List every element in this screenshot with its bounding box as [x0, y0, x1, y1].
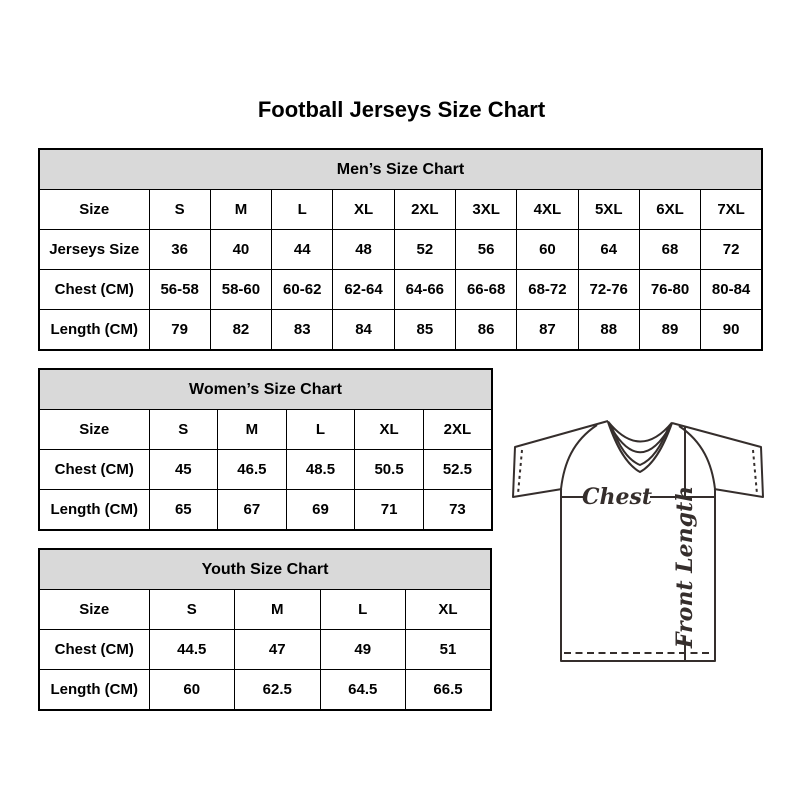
- jersey-measurement-diagram: [505, 408, 770, 673]
- size-value-cell: 83: [272, 310, 333, 351]
- size-value-cell: 64: [578, 230, 639, 270]
- mens-table-header-row: [39, 149, 762, 190]
- size-value-cell: 44: [272, 230, 333, 270]
- size-value-cell: M: [210, 190, 271, 230]
- left-armhole-seam: [561, 425, 597, 489]
- size-value-cell: 88: [578, 310, 639, 351]
- size-value-cell: 56-58: [149, 270, 210, 310]
- size-value-cell: 66.5: [406, 670, 492, 711]
- size-value-cell: 85: [394, 310, 455, 351]
- size-value-cell: L: [272, 190, 333, 230]
- size-value-cell: 5XL: [578, 190, 639, 230]
- table-row: [39, 310, 762, 351]
- table-row: [39, 670, 491, 711]
- size-value-cell: XL: [355, 410, 424, 450]
- youth-table-header-row: [39, 549, 491, 590]
- size-value-cell: 44.5: [149, 630, 235, 670]
- row-label-cell: Length (CM): [39, 310, 149, 351]
- size-value-cell: 82: [210, 310, 271, 351]
- row-label-cell: Chest (CM): [39, 450, 149, 490]
- size-value-cell: 84: [333, 310, 394, 351]
- size-value-cell: 60: [149, 670, 235, 711]
- size-value-cell: XL: [333, 190, 394, 230]
- size-value-cell: L: [286, 410, 355, 450]
- size-value-cell: 46.5: [218, 450, 287, 490]
- size-value-cell: 62-64: [333, 270, 394, 310]
- size-value-cell: 86: [455, 310, 516, 351]
- size-value-cell: 52: [394, 230, 455, 270]
- size-value-cell: 40: [210, 230, 271, 270]
- left-cuff-stitch-line: [518, 450, 522, 494]
- size-value-cell: 67: [218, 490, 287, 531]
- row-label-cell: Chest (CM): [39, 630, 149, 670]
- table-row: [39, 450, 492, 490]
- size-value-cell: 90: [701, 310, 762, 351]
- row-label-cell: Length (CM): [39, 670, 149, 711]
- size-value-cell: 2XL: [394, 190, 455, 230]
- table-row: [39, 590, 491, 630]
- size-value-cell: 87: [517, 310, 578, 351]
- table-row: [39, 410, 492, 450]
- size-value-cell: 60: [517, 230, 578, 270]
- mens-table-title: Men’s Size Chart: [39, 149, 762, 190]
- row-label-cell: Jerseys Size: [39, 230, 149, 270]
- size-value-cell: 7XL: [701, 190, 762, 230]
- row-label-cell: Chest (CM): [39, 270, 149, 310]
- size-value-cell: 66-68: [455, 270, 516, 310]
- page-title: Football Jerseys Size Chart: [257, 97, 546, 122]
- size-value-cell: 89: [639, 310, 700, 351]
- size-value-cell: 79: [149, 310, 210, 351]
- size-value-cell: 72: [701, 230, 762, 270]
- size-value-cell: 68-72: [517, 270, 578, 310]
- size-value-cell: 76-80: [639, 270, 700, 310]
- size-value-cell: M: [235, 590, 321, 630]
- womens-table-header-row: [39, 369, 492, 410]
- table-row: [39, 490, 492, 531]
- mens-size-table: [38, 148, 763, 351]
- size-value-cell: 6XL: [639, 190, 700, 230]
- row-label-cell: Size: [39, 410, 149, 450]
- size-value-cell: S: [149, 410, 218, 450]
- size-value-cell: S: [149, 190, 210, 230]
- size-value-cell: 52.5: [423, 450, 492, 490]
- size-value-cell: 3XL: [455, 190, 516, 230]
- table-row: [39, 230, 762, 270]
- size-value-cell: 36: [149, 230, 210, 270]
- table-row: [39, 630, 491, 670]
- size-value-cell: 45: [149, 450, 218, 490]
- table-row: [39, 190, 762, 230]
- size-value-cell: 65: [149, 490, 218, 531]
- youth-size-table: [38, 548, 492, 711]
- size-value-cell: 4XL: [517, 190, 578, 230]
- size-value-cell: 64-66: [394, 270, 455, 310]
- size-value-cell: 51: [406, 630, 492, 670]
- size-value-cell: 2XL: [423, 410, 492, 450]
- size-value-cell: 64.5: [320, 670, 406, 711]
- row-label-cell: Length (CM): [39, 490, 149, 531]
- size-value-cell: 69: [286, 490, 355, 531]
- size-value-cell: 50.5: [355, 450, 424, 490]
- size-value-cell: L: [320, 590, 406, 630]
- size-value-cell: 49: [320, 630, 406, 670]
- size-value-cell: M: [218, 410, 287, 450]
- row-label-cell: Size: [39, 590, 149, 630]
- right-cuff-stitch-line: [753, 450, 757, 494]
- chest-label: Chest: [581, 484, 653, 510]
- size-value-cell: 56: [455, 230, 516, 270]
- womens-size-table: [38, 368, 493, 531]
- size-value-cell: 73: [423, 490, 492, 531]
- size-value-cell: 48.5: [286, 450, 355, 490]
- size-value-cell: 72-76: [578, 270, 639, 310]
- size-value-cell: 62.5: [235, 670, 321, 711]
- size-value-cell: 58-60: [210, 270, 271, 310]
- size-value-cell: XL: [406, 590, 492, 630]
- size-value-cell: 71: [355, 490, 424, 531]
- collar-v-inner: [611, 425, 669, 465]
- womens-table-title: Women’s Size Chart: [39, 369, 492, 410]
- size-value-cell: 60-62: [272, 270, 333, 310]
- size-value-cell: 80-84: [701, 270, 762, 310]
- youth-table-title: Youth Size Chart: [39, 549, 491, 590]
- row-label-cell: Size: [39, 190, 149, 230]
- front-length-label: Front Length: [672, 485, 698, 649]
- table-row: [39, 270, 762, 310]
- size-value-cell: 47: [235, 630, 321, 670]
- size-value-cell: S: [149, 590, 235, 630]
- size-value-cell: 48: [333, 230, 394, 270]
- size-value-cell: 68: [639, 230, 700, 270]
